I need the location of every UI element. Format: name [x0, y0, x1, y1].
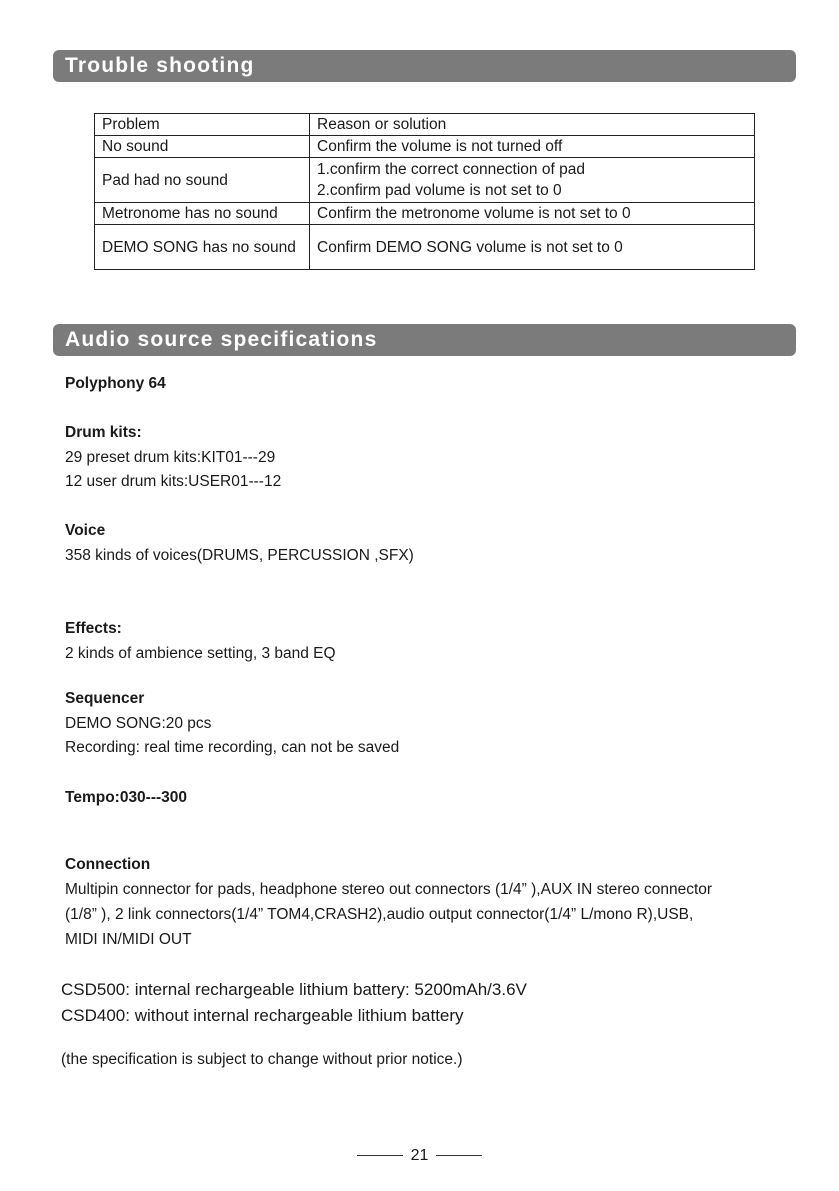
connection-heading-block — [65, 853, 150, 878]
battery-csd500: CSD500: internal rechargeable lithium battery: 5200mAh/3.6V — [61, 980, 527, 999]
row-problem: Metronome has no sound — [95, 203, 310, 225]
polyphony-heading: Polyphony 64 — [65, 375, 166, 392]
connection-line: Multipin connector for pads, headphone stereo out connectors (1/4” ),AUX IN stereo connector — [65, 881, 713, 898]
row-problem: No sound — [95, 136, 310, 158]
voice-block — [65, 519, 414, 568]
row-problem: DEMO SONG has no sound — [95, 225, 310, 270]
solution-line: 2.confirm pad volume is not set to 0 — [317, 182, 562, 199]
connection-heading: Connection — [65, 856, 151, 873]
sequencer-line: Recording: real time recording, can not be saved — [65, 739, 400, 756]
table-header-row — [95, 114, 755, 136]
battery-block — [61, 977, 527, 1029]
voice-heading: Voice — [65, 522, 106, 539]
drum-kits-line: 12 user drum kits:USER01---12 — [65, 473, 282, 490]
drum-kits-line: 29 preset drum kits:KIT01---29 — [65, 448, 276, 466]
spec-change-note: (the specification is subject to change without prior notice.) — [61, 1051, 463, 1068]
row-problem: Pad had no sound — [95, 158, 310, 203]
audio-specs-header: Audio source specifications — [53, 324, 796, 356]
tempo-block — [65, 786, 187, 811]
connection-line: MIDI IN/MIDI OUT — [65, 931, 192, 948]
effects-heading: Effects: — [65, 620, 122, 637]
row-solution: Confirm the volume is not turned off — [310, 136, 755, 158]
table-row — [95, 225, 755, 270]
row-solution: Confirm the metronome volume is not set to 0 — [310, 203, 755, 225]
troubleshooting-table — [94, 113, 755, 270]
row-solution: Confirm DEMO SONG volume is not set to 0 — [310, 225, 755, 270]
effects-block — [65, 617, 336, 666]
footer-rule-right — [436, 1155, 482, 1156]
troubleshooting-header: Trouble shooting — [53, 50, 796, 82]
header-solution: Reason or solution — [310, 114, 755, 136]
footer-rule-left — [357, 1155, 403, 1156]
table-row — [95, 136, 755, 158]
sequencer-block — [65, 687, 399, 761]
connection-text — [65, 877, 795, 952]
page-footer — [0, 1147, 839, 1165]
drum-kits-block — [65, 421, 281, 495]
header-problem: Problem — [95, 114, 310, 136]
effects-line: 2 kinds of ambience setting, 3 band EQ — [65, 644, 336, 662]
polyphony-block — [65, 372, 166, 397]
solution-line: 1.confirm the correct connection of pad — [317, 161, 585, 178]
table-row — [95, 158, 755, 203]
voice-line: 358 kinds of voices(DRUMS, PERCUSSION ,SFX) — [65, 546, 414, 564]
sequencer-line: DEMO SONG:20 pcs — [65, 714, 212, 732]
page-number: 21 — [410, 1147, 429, 1164]
battery-csd400: CSD400: without internal rechargeable lithium battery — [61, 1006, 464, 1025]
table-row — [95, 203, 755, 225]
row-solution — [310, 158, 755, 203]
connection-line: (1/8” ), 2 link connectors(1/4” TOM4,CRASH2),audio output connector(1/4” L/mono R),USB, — [65, 906, 694, 923]
sequencer-heading: Sequencer — [65, 690, 145, 707]
tempo-heading: Tempo:030---300 — [65, 789, 188, 806]
drum-kits-heading: Drum kits: — [65, 424, 142, 441]
